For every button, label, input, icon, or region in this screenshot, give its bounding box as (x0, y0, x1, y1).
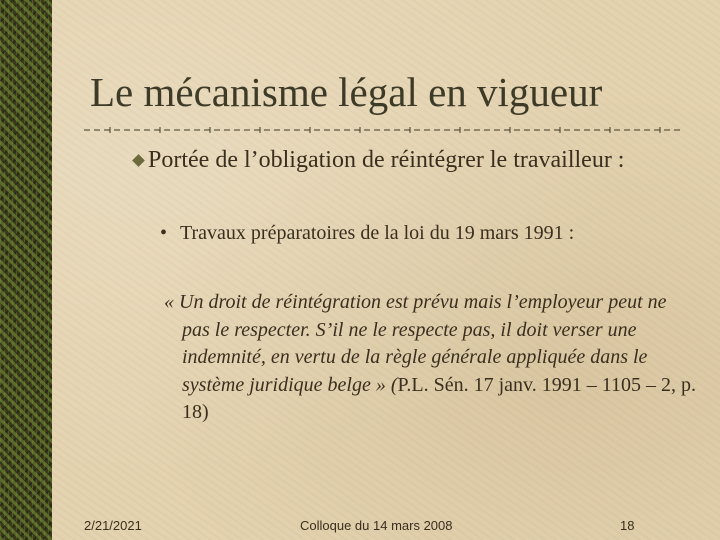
quotation-reference: P.L. Sén. 17 janv. 1991 – 1105 – 2, p. 18) (182, 373, 697, 423)
footer-event: Colloque du 14 mars 2008 (300, 518, 453, 533)
bullet-level2-text: Travaux préparatoires de la loi du 19 mars 1991 : (180, 222, 575, 244)
footer-date: 2/21/2021 (84, 518, 142, 533)
title-divider (84, 126, 684, 134)
bullet-level2 (160, 220, 680, 246)
decorative-left-strip (0, 0, 52, 540)
bullet-level1-text: Portée de l’obligation de réintégrer le travailleur : (148, 147, 625, 173)
slide-title: Le mécanisme légal en vigueur (90, 69, 603, 115)
footer-page-number: 18 (620, 518, 635, 533)
dot-bullet-icon: • (160, 222, 168, 244)
quotation-italic-text: « Un droit de réintégration est prévu mais l’employeur peut ne pas le respecter. S’il ne le respecte pas, il doit verser une indemnité, en vertu de la règle générale appliquée dans le système juridique belge » ( (164, 291, 667, 396)
bullet-level1 (132, 145, 632, 175)
quotation (164, 289, 697, 427)
